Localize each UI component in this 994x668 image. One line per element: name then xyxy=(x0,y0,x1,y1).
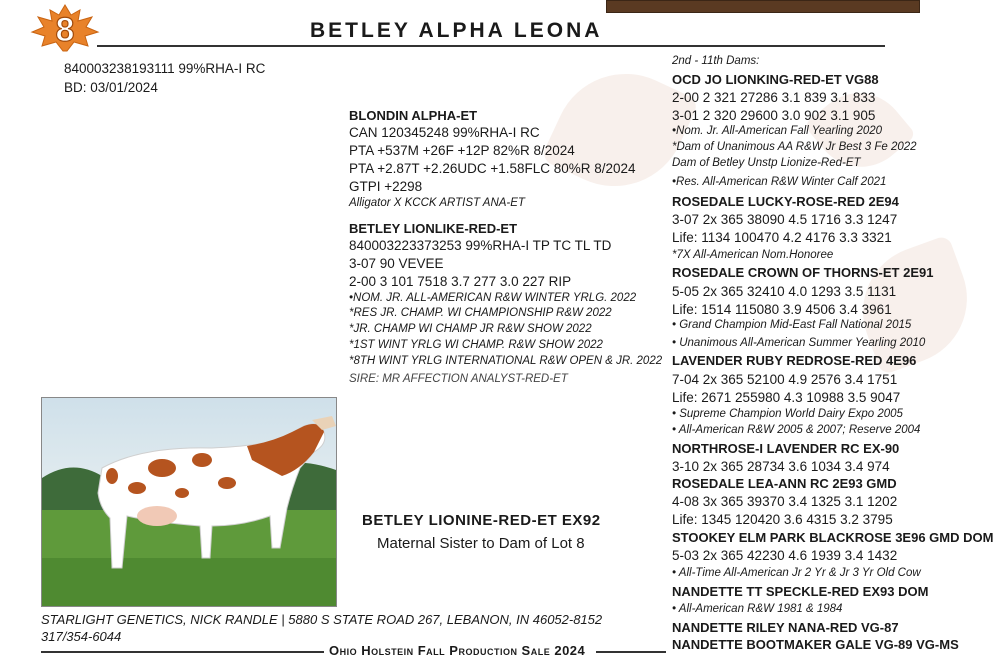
dam-honor: Dam of Betley Unstp Lionize-Red-ET xyxy=(672,157,861,169)
dam-honor: *8TH WINT YRLG INTERNATIONAL R&W OPEN & JR. 2022 xyxy=(349,355,663,367)
dam-honor: • Grand Champion Mid-East Fall National 2015 xyxy=(672,319,912,331)
sire-line: GTPI +2298 xyxy=(349,179,423,194)
dam-honor: *1ST WINT YRLG WI CHAMP. R&W SHOW 2022 xyxy=(349,339,603,351)
footer-divider xyxy=(41,651,324,653)
dam-name: LAVENDER RUBY REDROSE-RED 4E96 xyxy=(672,353,917,368)
sire-line: CAN 120345248 99%RHA-I RC xyxy=(349,125,540,140)
dam-honor: • All-American R&W 1981 & 1984 xyxy=(672,603,843,615)
sister-name: BETLEY LIONINE-RED-ET EX92 xyxy=(362,512,601,529)
dam-honor: *Dam of Unanimous AA R&W Jr Best 3 Fe 2022 xyxy=(672,141,917,153)
footer-divider xyxy=(596,651,666,653)
dam-record: 5-05 2x 365 32410 4.0 1293 3.5 1131 xyxy=(672,284,897,299)
dam-honor: • Supreme Champion World Dairy Expo 2005 xyxy=(672,408,903,420)
top-photo-strip xyxy=(606,0,920,13)
dam-honor: *RES JR. CHAMP. WI CHAMPIONSHIP R&W 2022 xyxy=(349,307,612,319)
sister-note: Maternal Sister to Dam of Lot 8 xyxy=(377,535,585,552)
dam-name: STOOKEY ELM PARK BLACKROSE 3E96 GMD DOM xyxy=(672,530,994,545)
dam-line: 840003223373253 99%RHA-I TP TC TL TD xyxy=(349,238,612,253)
dam-record: 4-08 3x 365 39370 3.4 1325 3.1 1202 xyxy=(672,494,898,509)
dam-honor: •Res. All-American R&W Winter Calf 2021 xyxy=(672,176,887,188)
consignor-phone: 317/354-6044 xyxy=(41,629,122,644)
dam-name: NANDETTE RILEY NANA-RED VG-87 xyxy=(672,620,899,635)
dam-record: 2-00 2 321 27286 3.1 839 3.1 833 xyxy=(672,90,876,105)
dam-record: 7-04 2x 365 52100 4.9 2576 3.4 1751 xyxy=(672,372,898,387)
dam-record: Life: 1134 100470 4.2 4176 3.3 3321 xyxy=(672,230,892,245)
dam-line: 3-07 90 VEVEE xyxy=(349,256,444,271)
dam-honor: • Unanimous All-American Summer Yearling 2010 xyxy=(672,337,926,349)
sire-name: BLONDIN ALPHA-ET xyxy=(349,108,478,123)
dam-sire-line: SIRE: MR AFFECTION ANALYST-RED-ET xyxy=(349,373,568,385)
sister-cow-photo xyxy=(41,397,337,607)
sire-line: PTA +537M +26F +12P 82%R 8/2024 xyxy=(349,143,575,158)
dam-record: 5-03 2x 365 42230 4.6 1939 3.4 1432 xyxy=(672,548,898,563)
dam-name: NANDETTE TT SPECKLE-RED EX93 DOM xyxy=(672,584,929,599)
dam-line: 2-00 3 101 7518 3.7 277 3.0 227 RIP xyxy=(349,274,572,289)
lot-number-badge xyxy=(30,4,100,52)
lot-number: 8 xyxy=(55,11,75,49)
dam-name: ROSEDALE LEA-ANN RC 2E93 GMD xyxy=(672,476,897,491)
dam-record: Life: 1345 120420 3.6 4315 3.2 3795 xyxy=(672,512,893,527)
dams-header: 2nd - 11th Dams: xyxy=(672,55,760,67)
birth-date: BD: 03/01/2024 xyxy=(64,80,158,95)
dam-honor: • All-American R&W 2005 & 2007; Reserve 2004 xyxy=(672,424,921,436)
dam-record: Life: 2671 255980 4.3 10988 3.5 9047 xyxy=(672,390,901,405)
dam-name: ROSEDALE LUCKY-ROSE-RED 2E94 xyxy=(672,194,899,209)
dam-honor: *7X All-American Nom.Honoree xyxy=(672,249,834,261)
dam-record: 3-10 2x 365 28734 3.6 1034 3.4 974 xyxy=(672,459,890,474)
dam-name: ROSEDALE CROWN OF THORNS-ET 2E91 xyxy=(672,265,934,280)
footer-sale-title: Ohio Holstein Fall Production Sale 2024 xyxy=(329,643,586,658)
dam-record: Life: 1514 115080 3.9 4506 3.4 3961 xyxy=(672,302,892,317)
dam-record: 3-01 2 320 29600 3.0 902 3.1 905 xyxy=(672,108,876,123)
sire-pedigree: Alligator X KCCK ARTIST ANA-ET xyxy=(349,197,525,209)
title-divider xyxy=(97,45,885,47)
sire-line: PTA +2.87T +2.26UDC +1.58FLC 80%R 8/2024 xyxy=(349,161,636,176)
dam-honor: • All-Time All-American Jr 2 Yr & Jr 3 Yr Old Cow xyxy=(672,567,921,579)
page-title: BETLEY ALPHA LEONA xyxy=(310,19,603,42)
dam-honor: •NOM. JR. ALL-AMERICAN R&W WINTER YRLG. 2022 xyxy=(349,292,637,304)
maple-leaf-icon xyxy=(30,4,100,52)
dam-name: NANDETTE BOOTMAKER GALE VG-89 VG-MS xyxy=(672,637,959,652)
animal-id-line: 840003238193111 99%RHA-I RC xyxy=(64,61,266,76)
dam-record: 3-07 2x 365 38090 4.5 1716 3.3 1247 xyxy=(672,212,898,227)
dam-honor: *JR. CHAMP WI CHAMP JR R&W SHOW 2022 xyxy=(349,323,592,335)
consignor-line: STARLIGHT GENETICS, NICK RANDLE | 5880 S STATE ROAD 267, LEBANON, IN 46052-8152 xyxy=(41,612,603,627)
dam-name: BETLEY LIONLIKE-RED-ET xyxy=(349,221,518,236)
dam-name: OCD JO LIONKING-RED-ET VG88 xyxy=(672,72,879,87)
dam-name: NORTHROSE-I LAVENDER RC EX-90 xyxy=(672,441,900,456)
dam-honor: •Nom. Jr. All-American Fall Yearling 2020 xyxy=(672,125,883,137)
